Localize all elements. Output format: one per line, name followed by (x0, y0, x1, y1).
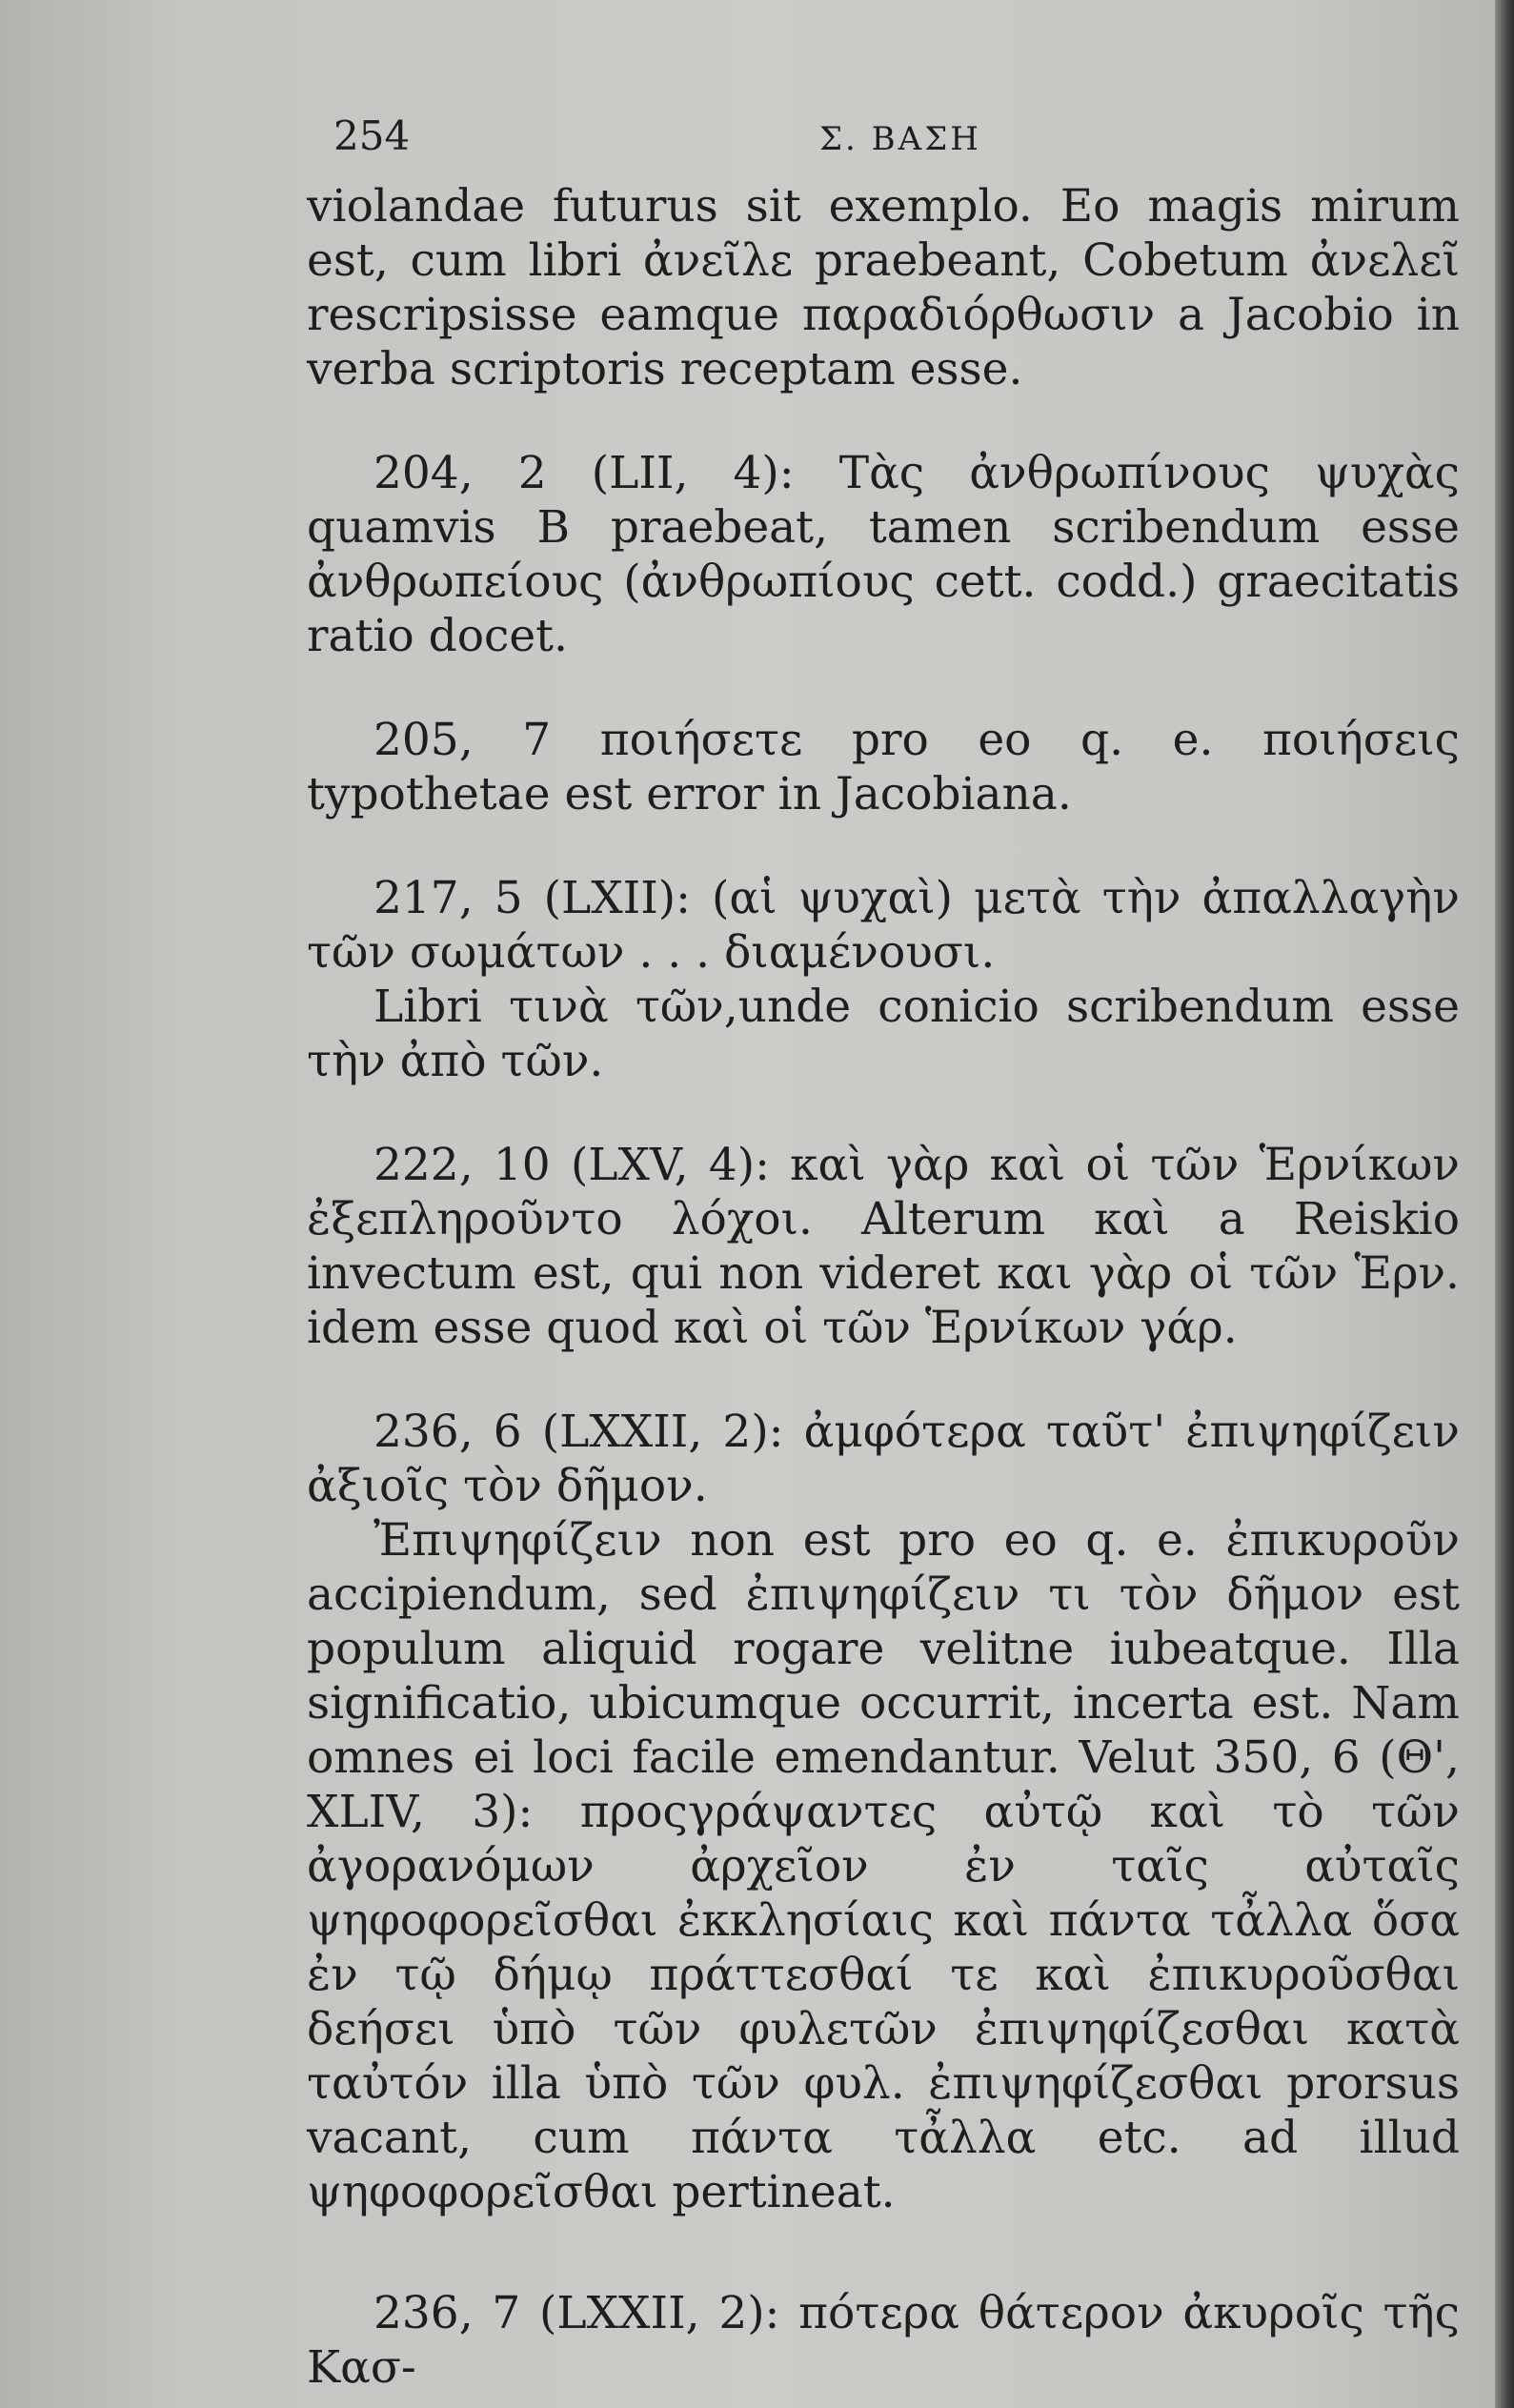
body-text (307, 179, 1460, 2395)
entry-217-5-note: Libri τινὰ τῶν,unde conicio scribendum esse τὴν ἀπὸ τῶν. (307, 981, 1460, 1087)
book-edge-shadow (1495, 0, 1514, 2408)
entry-217-5: 217, 5 (LXII): (αἱ ψυχαὶ) μετὰ τὴν ἀπαλλαγὴν τῶν σωμάτων . . . διαμένουσι. (307, 872, 1460, 979)
page-header (0, 112, 1514, 170)
entry-204-2: 204, 2 (LII, 4): Τὰς ἀνθρωπίνους ψυχὰς quamvis B praebeat, tamen scribendum esse ἀνθρωπείους (ἀνθρωπίους cett. codd.) graecitatis ratio docet. (307, 447, 1460, 662)
entry-236-6-note: Ἐπιψηφίζειν non est pro eo q. e. ἐπικυροῦν accipiendum, sed ἐπιψηφίζειν τι τὸν δῆμον est populum aliquid rogare velitne iubeatque. Illa significatio, ubicumque occurrit, incerta est. Nam omnes ei loci facile emendantur. Velut 350, 6 (Θ', XLIV, 3): προςγράψαντες αὐτῷ καὶ τὸ τῶν ἀγορανόμων ἀρχεῖον ἐν ταῖς αὐταῖς ψηφοφορεῖσθαι ἐκκλησίαις καὶ πάντα τἆλλα ὅσα ἐν τῷ δήμῳ πράττεσθαί τε καὶ ἐπικυροῦσθαι δεήσει ὑπὸ τῶν φυλετῶν ἐπιψηφίζεσθαι κατὰ ταὐτόν illa ὑπὸ τῶν φυλ. ἐπιψηφίζεσθαι prorsus vacant, cum πάντα τἆλλα etc. ad illud ψηφοφορεῖσθαι pertineat. (307, 1514, 1460, 2218)
entry-236-7: 236, 7 (LXXII, 2): πότερα θάτερον ἀκυροῖς τῆς Κασ- (307, 2287, 1460, 2394)
page-number: 254 (333, 112, 411, 159)
paragraph-continuation: violandae futurus sit exemplo. Eo magis mirum est, cum libri ἀνεῖλε praebeant, Cobetum ἀνελεῖ rescripsisse eamque παραδιόρθωσιν a Jacobio in verba scriptoris receptam esse. (307, 180, 1460, 395)
entry-205-7: 205, 7 ποιήσετε pro eo q. e. ποιήσεις typothetae est error in Jacobiana. (307, 714, 1460, 820)
entry-236-6: 236, 6 (LXXII, 2): ἀμφότερα ταῦτ' ἐπιψηφίζειν ἀξιοῖς τὸν δῆμον. (307, 1406, 1460, 1512)
entry-222-10: 222, 10 (LXV, 4): καὶ γὰρ καὶ οἱ τῶν Ἑρνίκων ἐξεπληροῦντο λόχοι. Alterum καὶ a Reiskio invectum est, qui non videret και γὰρ οἱ τῶν Ἑρν. idem esse quod καὶ οἱ τῶν Ἑρνίκων γάρ. (307, 1139, 1460, 1354)
running-title: Σ. ΒΑΣΗ (819, 120, 981, 158)
